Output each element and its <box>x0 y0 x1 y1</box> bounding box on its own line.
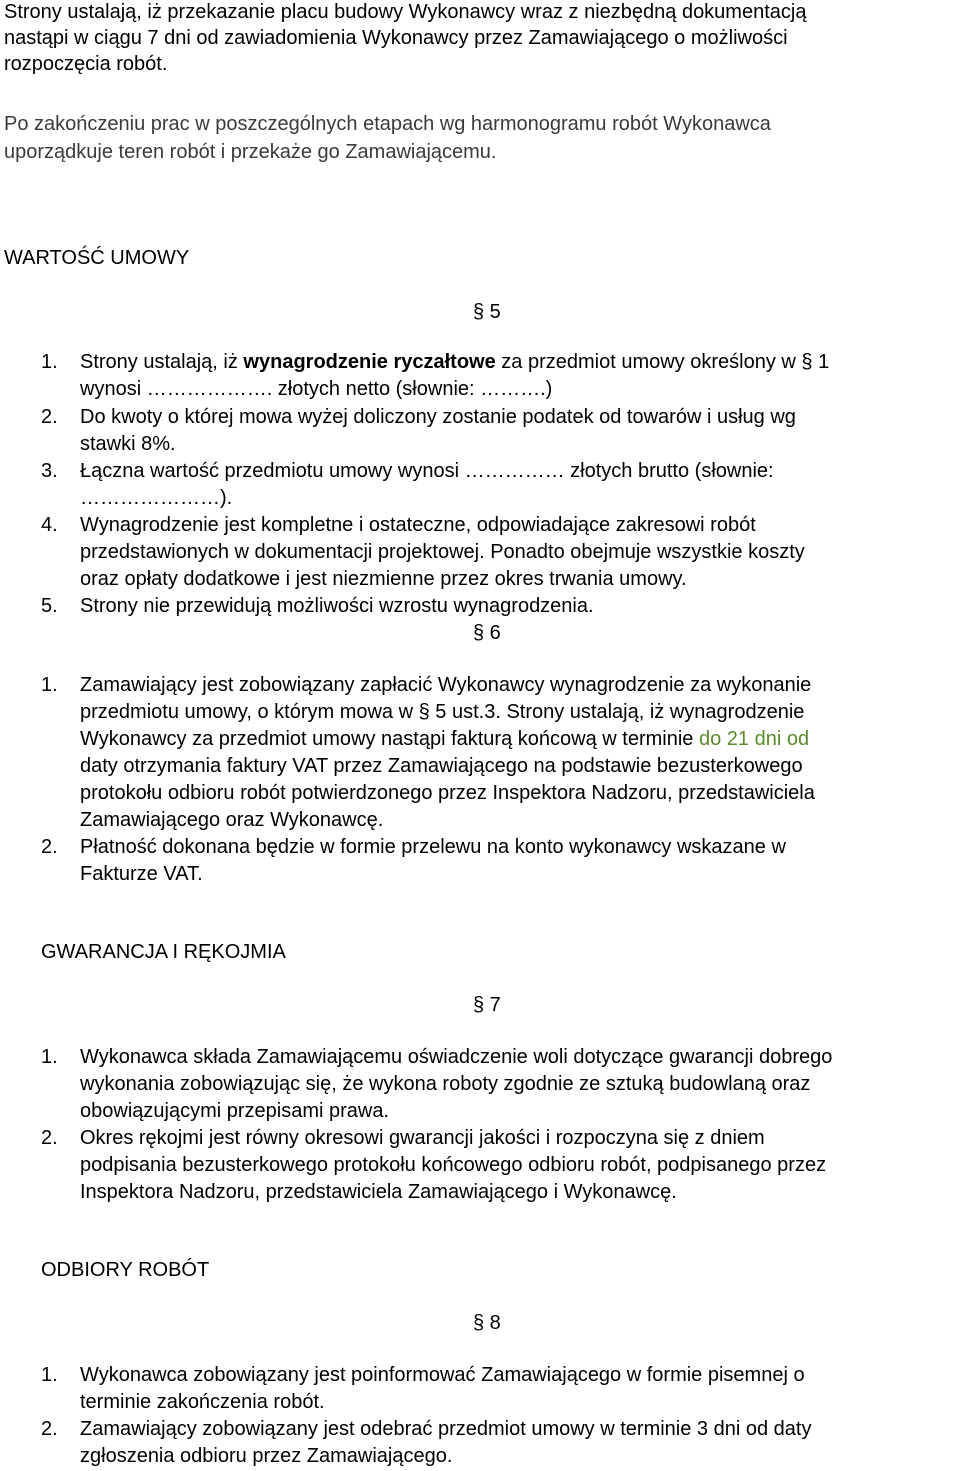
section-heading-gwarancja: GWARANCJA I RĘKOJMIA <box>41 941 286 963</box>
intro-p2-line2: uporządkuje teren robót i przekaże go Zamawiającemu. <box>4 141 497 163</box>
intro-p1-line2: nastąpi w ciągu 7 dni od zawiadomienia Wykonawcy przez Zamawiającego o możliwości <box>4 27 788 49</box>
highlighted-term: do 21 dni od <box>698 728 810 750</box>
odbiory-item1-line2: terminie zakończenia robót. <box>80 1391 325 1413</box>
item-number: 1. <box>41 674 58 696</box>
item-number: 1. <box>41 351 58 373</box>
item-number: 2. <box>41 406 58 428</box>
odbiory-item1-line1: Wykonawca zobowiązany jest poinformować Zamawiającego w formie pisemnej o <box>80 1364 805 1386</box>
paragraph-mark-7: § 7 <box>473 994 501 1016</box>
intro-p2-line1: Po zakończeniu prac w poszczególnych etapach wg harmonogramu robót Wykonawca <box>4 113 771 135</box>
wartosc-item1-line1 <box>80 349 829 375</box>
wartosc-item3-line1: Łączna wartość przedmiotu umowy wynosi …………… złotych brutto (słownie: <box>80 460 774 482</box>
item-number: 2. <box>41 1127 58 1149</box>
platnosc-item1-line4: daty otrzymania faktury VAT przez Zamawiającego na podstawie bezusterkowego <box>80 755 803 777</box>
platnosc-item1-line3 <box>80 726 809 752</box>
paragraph-mark-8: § 8 <box>473 1312 501 1334</box>
gwarancja-item2-line2: podpisania bezusterkowego protokołu końcowego odbioru robót, podpisanego przez <box>80 1154 827 1176</box>
text-span: Wykonawcy za przedmiot umowy nastąpi fakturą końcową w terminie <box>80 728 699 750</box>
bold-text: wynagrodzenie ryczałtowe <box>243 351 496 373</box>
wartosc-item5-line1: Strony nie przewidują możliwości wzrostu wynagrodzenia. <box>80 595 594 617</box>
gwarancja-item1-line1: Wykonawca składa Zamawiającemu oświadczenie woli dotyczące gwarancji dobrego <box>80 1046 833 1068</box>
odbiory-item2-line1: Zamawiający zobowiązany jest odebrać przedmiot umowy w terminie 3 dni od daty <box>80 1418 812 1440</box>
gwarancja-item1-line2: wykonania zobowiązując się, że wykona roboty zgodnie ze sztuką budowlaną oraz <box>80 1073 811 1095</box>
intro-p1-line3: rozpoczęcia robót. <box>4 53 168 75</box>
platnosc-item1-line5: protokołu odbioru robót potwierdzonego przez Inspektora Nadzoru, przedstawiciela <box>80 782 815 804</box>
gwarancja-item2-line3: Inspektora Nadzoru, przedstawiciela Zamawiającego i Wykonawcę. <box>80 1181 677 1203</box>
platnosc-item2-line2: Fakturze VAT. <box>80 863 203 885</box>
item-number: 4. <box>41 514 58 536</box>
wartosc-item4-line1: Wynagrodzenie jest kompletne i ostateczne, odpowiadające zakresowi robót <box>80 514 756 536</box>
gwarancja-item1-line3: obowiązującymi przepisami prawa. <box>80 1100 390 1122</box>
gwarancja-item2-line1: Okres rękojmi jest równy okresowi gwarancji jakości i rozpoczyna się z dniem <box>80 1127 765 1149</box>
item-number: 2. <box>41 836 58 858</box>
platnosc-item1-line2: przedmiotu umowy, o którym mowa w § 5 ust.3. Strony ustalają, iż wynagrodzenie <box>80 701 805 723</box>
wartosc-item1-line2: wynosi ………………. złotych netto (słownie: ……….) <box>80 378 553 400</box>
wartosc-item4-line2: przedstawionych w dokumentacji projektowej. Ponadto obejmuje wszystkie koszty <box>80 541 805 563</box>
item-number: 3. <box>41 460 58 482</box>
wartosc-item4-line3: oraz opłaty dodatkowe i jest niezmienne przez okres trwania umowy. <box>80 568 687 590</box>
wartosc-item2-line1: Do kwoty o której mowa wyżej doliczony zostanie podatek od towarów i usług wg <box>80 406 796 428</box>
platnosc-item1-line6: Zamawiającego oraz Wykonawcę. <box>80 809 384 831</box>
item-number: 2. <box>41 1418 58 1440</box>
platnosc-item1-line1: Zamawiający jest zobowiązany zapłacić Wykonawcy wynagrodzenie za wykonanie <box>80 674 812 696</box>
odbiory-item2-line2: zgłoszenia odbioru przez Zamawiającego. <box>80 1445 453 1467</box>
intro-p1-line1: Strony ustalają, iż przekazanie placu budowy Wykonawcy wraz z niezbędną dokumentacją <box>4 1 807 23</box>
item-number: 1. <box>41 1364 58 1386</box>
platnosc-item2-line1: Płatność dokonana będzie w formie przelewu na konto wykonawcy wskazane w <box>80 836 786 858</box>
section-heading-odbiory: ODBIORY ROBÓT <box>41 1259 210 1281</box>
wartosc-item2-line2: stawki 8%. <box>80 433 176 455</box>
item-number: 5. <box>41 595 58 617</box>
section-heading-wartosc: WARTOŚĆ UMOWY <box>4 247 190 269</box>
text-span: Strony ustalają, iż <box>80 351 244 373</box>
wartosc-item3-line2: …………………). <box>80 487 233 509</box>
item-number: 1. <box>41 1046 58 1068</box>
paragraph-mark-6: § 6 <box>473 622 501 644</box>
paragraph-mark-5: § 5 <box>473 301 501 323</box>
text-span: za przedmiot umowy określony w § 1 <box>495 351 830 373</box>
